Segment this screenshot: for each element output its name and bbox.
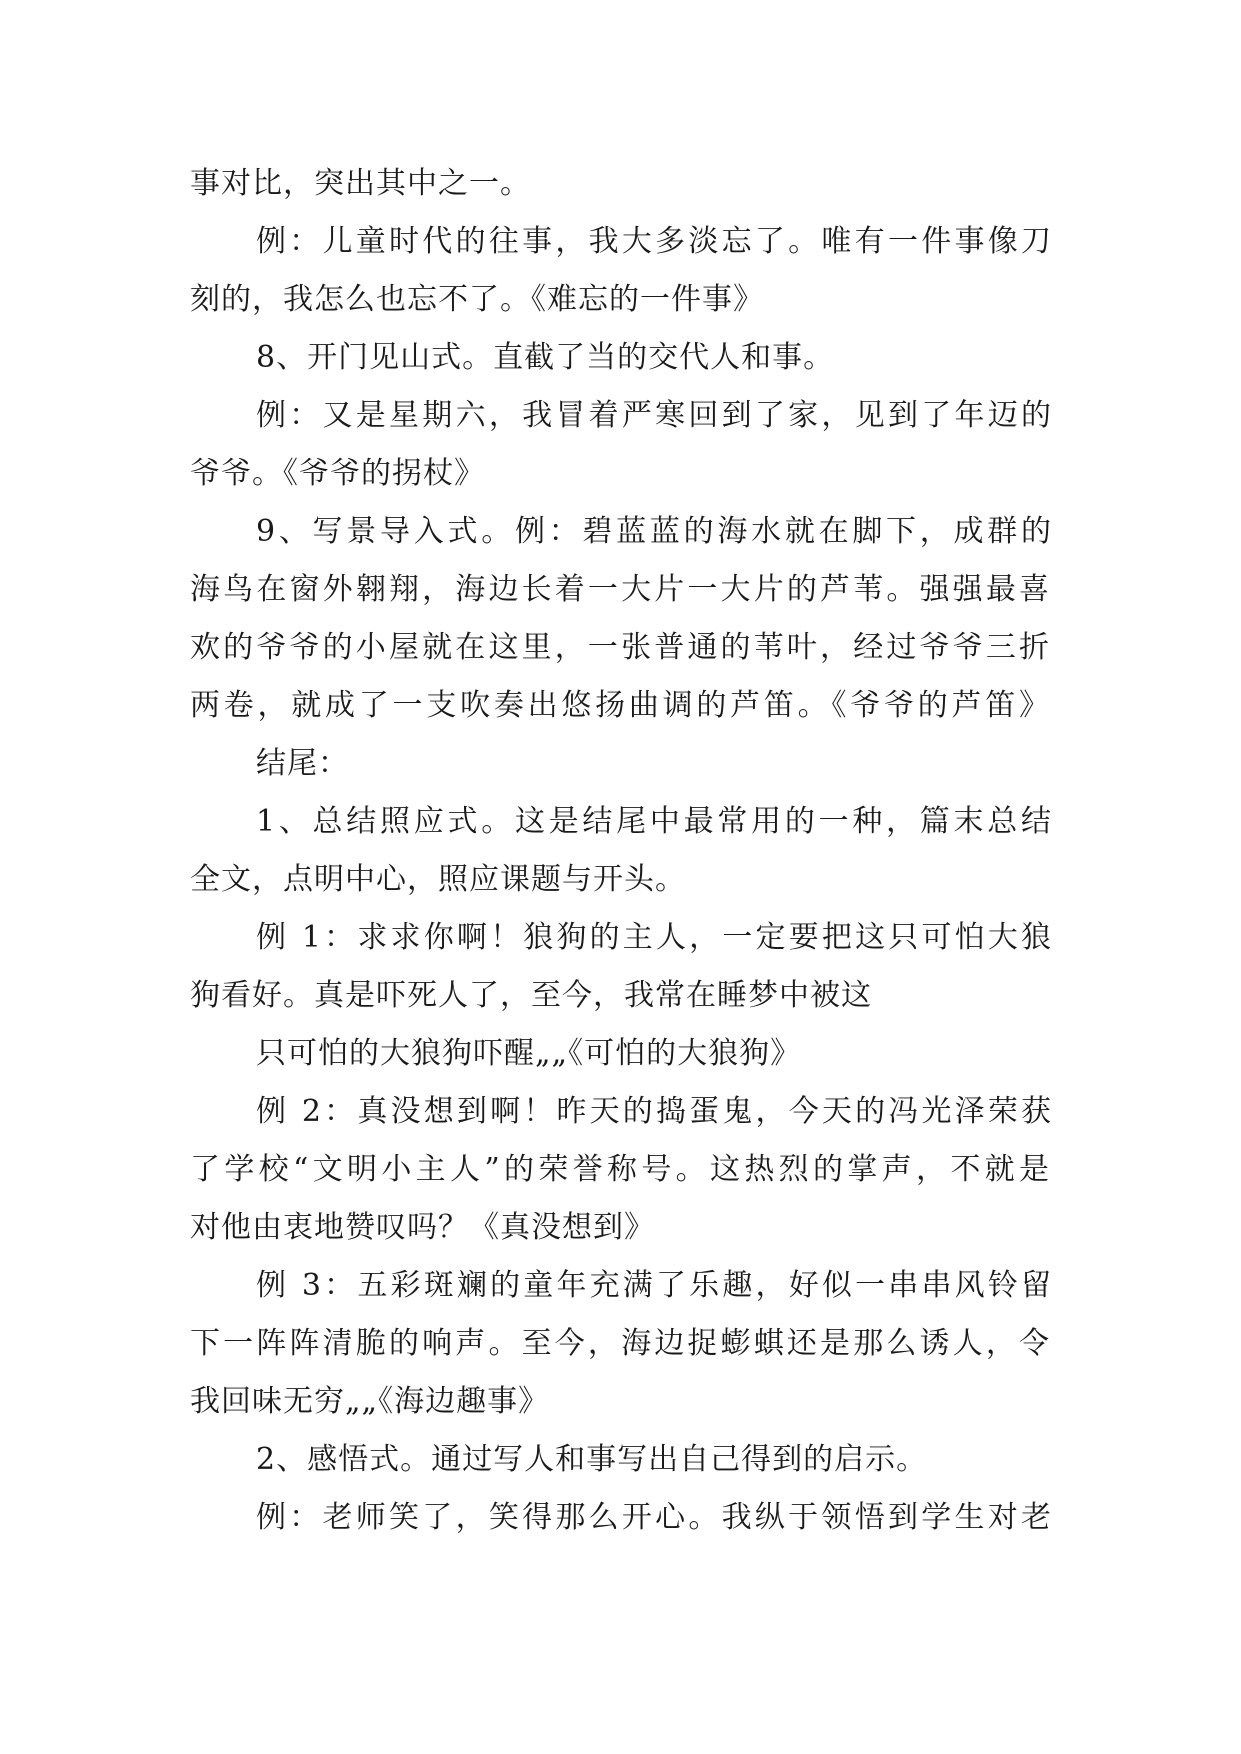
text-line: 例 3：五彩斑斓的童年充满了乐趣，好似一串串风铃留 (256, 1268, 1052, 1303)
text-line: 例：又是星期六，我冒着严寒回到了家，见到了年迈的 (256, 398, 1052, 433)
section-heading: 结尾： (256, 746, 349, 781)
text-line: 例：老师笑了，笑得那么开心。我纵于领悟到学生对老 (256, 1500, 1052, 1535)
text-line: 海鸟在窗外翱翔，海边长着一大片一大片的芦苇。强强最喜 (190, 572, 1050, 607)
text-line: 只可怕的大狼狗吓醒„„《可怕的大狼狗》 (256, 1036, 802, 1071)
text-line: 例 2：真没想到啊！昨天的捣蛋鬼，今天的冯光泽荣获 (256, 1094, 1052, 1129)
text-line: 2、感悟式。通过写人和事写出自己得到的启示。 (256, 1442, 928, 1477)
text-line: 了学校“文明小主人”的荣誉称号。这热烈的掌声，不就是 (190, 1152, 1050, 1187)
text-line: 1、总结照应式。这是结尾中最常用的一种，篇末总结 (256, 804, 1052, 839)
text-line: 狗看好。真是吓死人了，至今，我常在睡梦中被这 (190, 978, 872, 1013)
text-line: 下一阵阵清脆的响声。至今，海边捉蟛蜞还是那么诱人，令 (190, 1326, 1050, 1361)
text-line: 对他由衷地赞叹吗？《真没想到》 (190, 1210, 655, 1245)
text-line: 例：儿童时代的往事，我大多淡忘了。唯有一件事像刀 (256, 224, 1052, 259)
text-line: 刻的，我怎么也忘不了。《难忘的一件事》 (190, 282, 764, 317)
text-line: 9、写景导入式。例：碧蓝蓝的海水就在脚下，成群的 (256, 514, 1052, 549)
text-line: 爷爷。《爷爷的拐杖》 (190, 456, 485, 491)
text-line: 例 1：求求你啊！狼狗的主人，一定要把这只可怕大狼 (256, 920, 1052, 955)
text-line: 两卷，就成了一支吹奏出悠扬曲调的芦笛。《爷爷的芦笛》 (190, 688, 1050, 723)
text-line: 我回味无穷„„《海边趣事》 (190, 1384, 550, 1419)
text-line: 事对比，突出其中之一。 (190, 166, 531, 201)
text-line: 8、开门见山式。直截了当的交代人和事。 (256, 340, 835, 375)
text-line: 欢的爷爷的小屋就在这里，一张普通的苇叶，经过爷爷三折 (190, 630, 1050, 665)
text-line: 全文，点明中心，照应课题与开头。 (190, 862, 686, 897)
